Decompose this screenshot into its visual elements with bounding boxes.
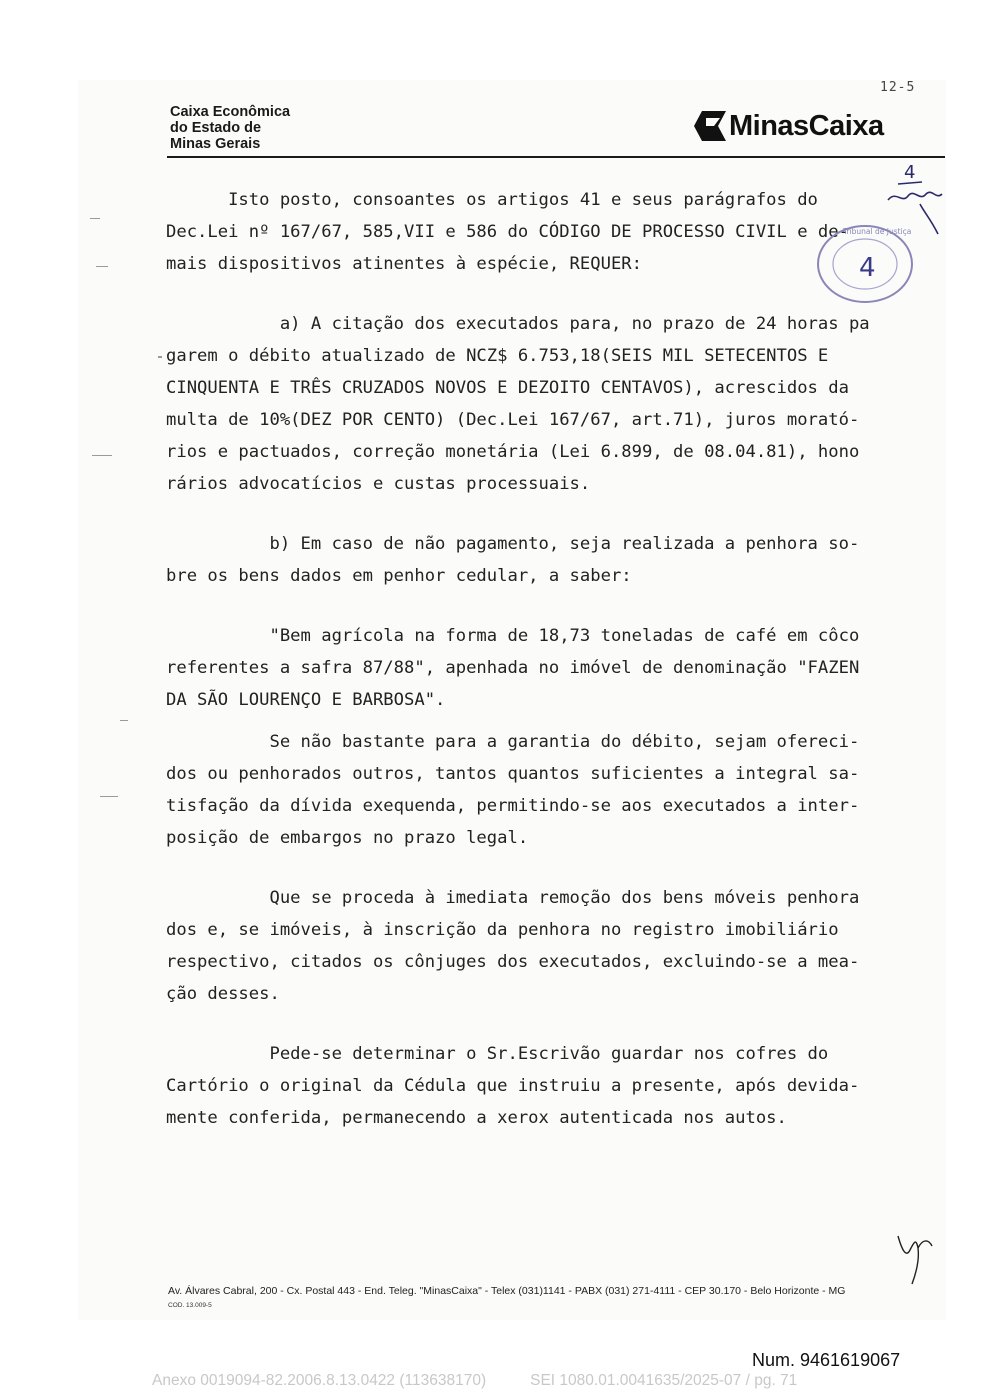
paragraph [166,726,896,854]
text-line: bre os bens dados em penhor cedular, a saber: [166,566,632,586]
text-line: Que se proceda à imediata remoção dos bens móveis penhora [166,888,860,908]
scan-speck [90,218,100,219]
form-code: COD. 13.009-5 [168,1302,212,1309]
brand-logo [692,108,884,144]
text-line: referentes a safra 87/88", apenhada no imóvel de denominação "FAZEN [166,658,860,678]
minascaixa-logo-icon [692,109,728,143]
text-line: ção desses. [166,984,280,1004]
scan-speck [92,455,112,456]
paragraph [166,882,896,1010]
brand-name: MinasCaixa [729,109,884,142]
scan-speck [158,356,162,358]
text-line: "Bem agrícola na forma de 18,73 toneladas de café em côco [166,626,860,646]
text-line: dos e, se imóveis, à inscrição da penhora no registro imobiliário [166,920,839,940]
paragraph [166,308,896,500]
text-line: garem o débito atualizado de NCZ$ 6.753,18(SEIS MIL SETECENTOS E [166,346,829,366]
text-line: DA SÃO LOURENÇO E BARBOSA". [166,690,446,710]
text-line: Se não bastante para a garantia do débito, sejam ofereci- [166,732,860,752]
text-line: mente conferida, permanecendo a xerox autenticada nos autos. [166,1108,787,1128]
paragraph [166,1038,896,1134]
document-number: Num. 9461619067 [752,1350,901,1370]
text-line: respectivo, citados os cônjuges dos executados, excluindo-se a mea- [166,952,860,972]
text-line: rios e pactuados, correção monetária (Lei 6.899, de 08.04.81), hono [166,442,860,462]
text-line: posição de embargos no prazo legal. [166,828,529,848]
court-stamp [815,222,915,304]
scan-speck [100,796,118,797]
text-line: tisfação da dívida exequenda, permitindo-se aos executados a inter- [166,796,860,816]
text-line: mais dispositivos atinentes à espécie, REQUER: [166,254,642,274]
text-line: Dec.Lei nº 167/67, 585,VII e 586 do CÓDIGO DE PROCESSO CIVIL e de- [166,222,849,242]
text-line: dos ou penhorados outros, tantos quantos suficientes a integral sa- [166,764,860,784]
stamp-number: 4 [859,253,876,283]
text-line: CINQUENTA E TRÊS CRUZADOS NOVOS E DEZOITO CENTAVOS), acrescidos da [166,378,849,398]
paragraph [166,620,896,716]
page-marker: 12-5 [880,80,916,95]
paragraph [166,528,896,592]
annex-right: SEI 1080.01.0041635/2025-07 / pg. 71 [530,1372,798,1389]
signature-mark [888,1228,936,1290]
org-line: Caixa Econômica [170,104,291,120]
org-line: Minas Gerais [170,136,261,152]
text-line: b) Em caso de não pagamento, seja realizada a penhora so- [166,534,860,554]
annex-reference [152,1372,797,1390]
header-divider [167,156,945,158]
page-note-number: 4 [904,162,916,183]
document-body [166,184,896,1134]
text-line: Pede-se determinar o Sr.Escrivão guardar nos cofres do [166,1044,829,1064]
paragraph [166,184,896,280]
scan-speck [120,720,128,721]
org-line: do Estado de [170,120,262,136]
scan-speck [96,266,108,267]
annex-left: Anexo 0019094-82.2006.8.13.0422 (113638170) [152,1372,487,1389]
text-line: Cartório o original da Cédula que instruiu a presente, após devida- [166,1076,860,1096]
text-line: rários advocatícios e custas processuais. [166,474,591,494]
text-line: Isto posto, consoantes os artigos 41 e seus parágrafos do [166,190,818,210]
organization-name [170,104,290,152]
text-line: a) A citação dos executados para, no prazo de 24 horas pa [166,314,870,334]
stamp-top-text: Tribunal de Justiça [843,227,912,236]
footer-address: Av. Álvares Cabral, 200 - Cx. Postal 443 - End. Teleg. "MinasCaixa" - Telex (031)1141 - PABX (031) 271-4111 - CEP 30.170 - Belo Horizonte - MG [168,1285,846,1297]
text-line: multa de 10%(DEZ POR CENTO) (Dec.Lei 167/67, art.71), juros morató- [166,410,860,430]
